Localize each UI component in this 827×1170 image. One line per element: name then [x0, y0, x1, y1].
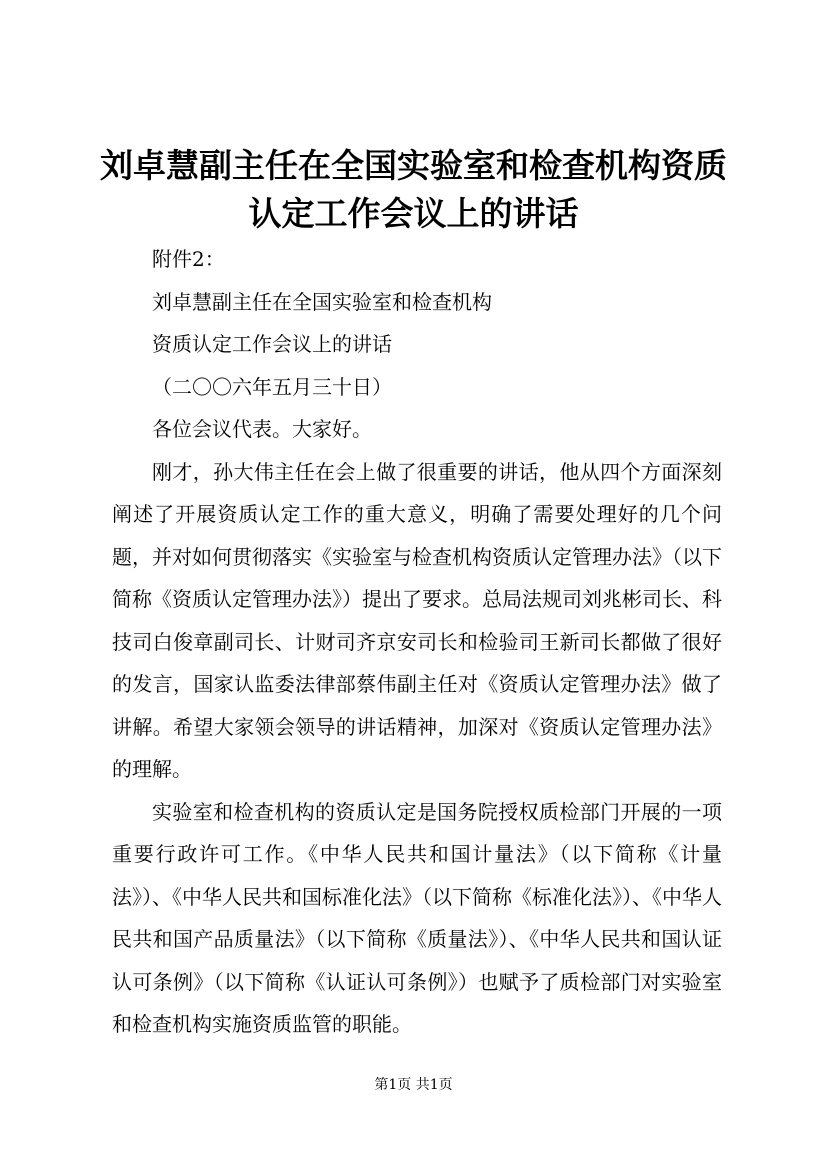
document-body — [112, 238, 722, 1046]
body-paragraph-2: 实验室和检查机构的资质认定是国务院授权质检部门开展的一项重要行政许可工作。《中华人民共和国计量法》（以下简称《计量法》）、《中华人民共和国标准化法》（以下简称《标准化法》）、《中华人民共和国产品质量法》（以下简称《质量法》）、《中华人民共和国认证认可条例》（以下简称《认证认可条例》）也赋予了质检部门对实验室和检查机构实施资质监管的职能。 — [112, 799, 722, 1036]
document-title: 刘卓慧副主任在全国实验室和检查机构资质认定工作会议上的讲话 — [100, 146, 727, 233]
attachment-label: 附件2： — [152, 247, 225, 271]
greeting-paragraph: 各位会议代表。大家好。 — [152, 417, 372, 441]
speech-date: （二〇〇六年五月三十日） — [152, 374, 392, 399]
subtitle-line-1: 刘卓慧副主任在全国实验室和检查机构 — [152, 289, 492, 314]
page-footer: 第1页 共1页 — [374, 1077, 453, 1093]
body-paragraph-1: 刚才，孙大伟主任在会上做了很重要的讲话，他从四个方面深刻阐述了开展资质认定工作的重大意义，明确了需要处理好的几个问题，并对如何贯彻落实《实验室与检查机构资质认定管理办法》（以下简称《资质认定管理办法》）提出了要求。总局法规司刘兆彬司长、科技司白俊章副司长、计财司齐京安司长和检验司王新司长都做了很好的发言，国家认监委法律部蔡伟副主任对《资质认定管理办法》做了讲解。希望大家领会领导的讲话精神，加深对《资质认定管理办法》的理解。 — [112, 459, 722, 781]
subtitle-line-2: 资质认定工作会议上的讲话 — [152, 332, 392, 356]
